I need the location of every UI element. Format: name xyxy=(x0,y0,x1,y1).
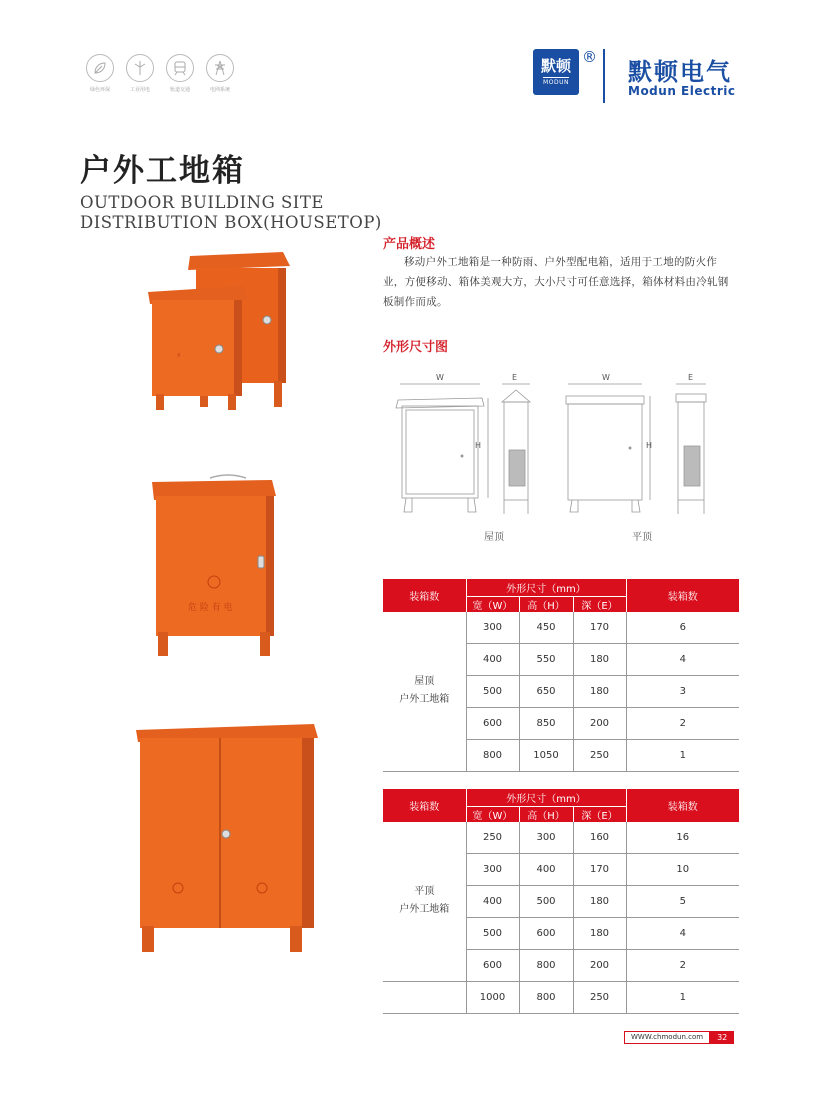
cell-depth: 180 xyxy=(573,917,626,949)
cell-qty: 10 xyxy=(626,853,739,885)
th-box-type: 装箱数 xyxy=(383,579,466,612)
dim-label-e-flat: E xyxy=(688,373,694,382)
cell-depth: 200 xyxy=(573,949,626,981)
th-depth: 深（E） xyxy=(573,806,626,822)
cell-height: 400 xyxy=(519,853,573,885)
cell-depth: 200 xyxy=(573,707,626,739)
header-icon-label: 绿色环保 xyxy=(89,87,110,93)
brand-name-cn: 默顿电气 xyxy=(628,58,732,86)
header-divider xyxy=(603,49,605,103)
cell-height: 800 xyxy=(519,949,573,981)
dimension-drawing xyxy=(392,368,722,553)
cell-depth: 160 xyxy=(573,822,626,854)
page-title: 户外工地箱 xyxy=(80,153,245,189)
product-photo-roof-boxes xyxy=(148,248,298,413)
cell-height: 800 xyxy=(519,981,573,1013)
page-subtitle xyxy=(80,193,382,233)
dim-label-h-flat: H xyxy=(646,441,653,450)
dim-caption-flat: 平顶 xyxy=(632,532,652,543)
page-footer xyxy=(624,1031,734,1044)
cell-qty: 2 xyxy=(626,707,739,739)
category-line-1: 平顶 xyxy=(414,886,435,897)
dim-caption-roof: 屋顶 xyxy=(484,532,504,543)
category-cell xyxy=(383,822,466,982)
cell-qty: 1 xyxy=(626,981,739,1013)
overview-text: 移动户外工地箱是一种防雨、户外型配电箱，适用于工地的防火作业，方便移动、箱体美观大方，大小尺寸可任意选择，箱体材料由冷轧钢板制作而成。 xyxy=(383,256,729,308)
overview-heading: 产品概述 xyxy=(383,237,436,252)
spec-table-flat xyxy=(383,789,739,1014)
cell-depth: 170 xyxy=(573,612,626,644)
cell-height: 1050 xyxy=(519,739,573,771)
dim-label-w-flat: W xyxy=(602,373,610,382)
cell-qty: 16 xyxy=(626,822,739,854)
cell-width: 300 xyxy=(466,853,519,885)
page-number: 32 xyxy=(710,1031,734,1044)
cell-width: 1000 xyxy=(466,981,519,1013)
cell-width: 400 xyxy=(466,885,519,917)
cell-width: 600 xyxy=(466,707,519,739)
dimensions-heading: 外形尺寸图 xyxy=(383,340,449,355)
cell-qty: 2 xyxy=(626,949,739,981)
dim-label-w-roof: W xyxy=(436,373,444,382)
header-icon-label: 轨道交通 xyxy=(169,87,190,93)
cell-qty: 1 xyxy=(626,739,739,771)
cell-height: 550 xyxy=(519,643,573,675)
cell-width: 500 xyxy=(466,917,519,949)
cell-width: 300 xyxy=(466,612,519,644)
header-icon-item xyxy=(164,54,196,93)
brand-name-en: Modun Electric xyxy=(628,84,736,98)
table-row xyxy=(383,822,739,854)
cell-qty: 3 xyxy=(626,675,739,707)
logo-text-cn: 默顿 xyxy=(540,57,571,75)
category-cell-empty xyxy=(383,981,466,1013)
header-icon-item xyxy=(124,54,156,93)
cell-width: 800 xyxy=(466,739,519,771)
cell-width: 400 xyxy=(466,643,519,675)
cell-qty: 6 xyxy=(626,612,739,644)
th-height: 高（H） xyxy=(519,596,573,612)
th-depth: 深（E） xyxy=(573,596,626,612)
cell-depth: 250 xyxy=(573,739,626,771)
th-box-type: 装箱数 xyxy=(383,789,466,822)
category-line-1: 屋顶 xyxy=(414,676,435,687)
registered-mark: ® xyxy=(582,48,597,66)
cell-depth: 170 xyxy=(573,853,626,885)
cell-qty: 4 xyxy=(626,917,739,949)
header-icon-item xyxy=(84,54,116,93)
svg-text:危 险 有 电: 危 险 有 电 xyxy=(188,603,233,613)
category-line-2: 户外工地箱 xyxy=(399,694,450,705)
spec-table-roof xyxy=(383,579,739,772)
header-icon-label: 工业用电 xyxy=(129,87,150,93)
power-tower-icon xyxy=(206,54,234,82)
cell-height: 850 xyxy=(519,707,573,739)
header-icons xyxy=(84,54,236,93)
cell-depth: 250 xyxy=(573,981,626,1013)
th-qty: 装箱数 xyxy=(626,579,739,612)
th-width: 宽（W） xyxy=(466,596,519,612)
cell-height: 650 xyxy=(519,675,573,707)
logo-text-en: MODUN xyxy=(543,79,569,86)
cell-height: 600 xyxy=(519,917,573,949)
category-cell xyxy=(383,612,466,772)
cell-qty: 5 xyxy=(626,885,739,917)
cell-height: 500 xyxy=(519,885,573,917)
th-width: 宽（W） xyxy=(466,806,519,822)
product-photo-flat-box xyxy=(134,722,320,956)
th-dimensions: 外形尺寸（mm） xyxy=(466,789,626,806)
dim-label-e-roof: E xyxy=(512,373,518,382)
brand-logo xyxy=(533,49,579,95)
subtitle-line-1: OUTDOOR BUILDING SITE xyxy=(80,193,324,212)
th-dimensions: 外形尺寸（mm） xyxy=(466,579,626,596)
table-row xyxy=(383,612,739,644)
leaf-icon xyxy=(86,54,114,82)
th-qty: 装箱数 xyxy=(626,789,739,822)
cell-width: 600 xyxy=(466,949,519,981)
train-icon xyxy=(166,54,194,82)
wind-turbine-icon xyxy=(126,54,154,82)
cell-height: 450 xyxy=(519,612,573,644)
cell-width: 250 xyxy=(466,822,519,854)
product-photo-roof-box xyxy=(150,472,280,662)
cell-depth: 180 xyxy=(573,643,626,675)
cell-depth: 180 xyxy=(573,675,626,707)
header-icon-label: 电网系统 xyxy=(209,87,230,93)
cell-height: 300 xyxy=(519,822,573,854)
category-line-2: 户外工地箱 xyxy=(399,904,450,915)
header-icon-item xyxy=(204,54,236,93)
dim-label-h-roof: H xyxy=(475,441,482,450)
subtitle-line-2: DISTRIBUTION BOX(HOUSETOP) xyxy=(80,213,382,232)
table-row xyxy=(383,981,739,1013)
cell-depth: 180 xyxy=(573,885,626,917)
footer-url[interactable]: WWW.chmodun.com xyxy=(624,1031,710,1044)
th-height: 高（H） xyxy=(519,806,573,822)
cell-width: 500 xyxy=(466,675,519,707)
svg-text:⚡: ⚡ xyxy=(176,351,182,360)
cell-qty: 4 xyxy=(626,643,739,675)
